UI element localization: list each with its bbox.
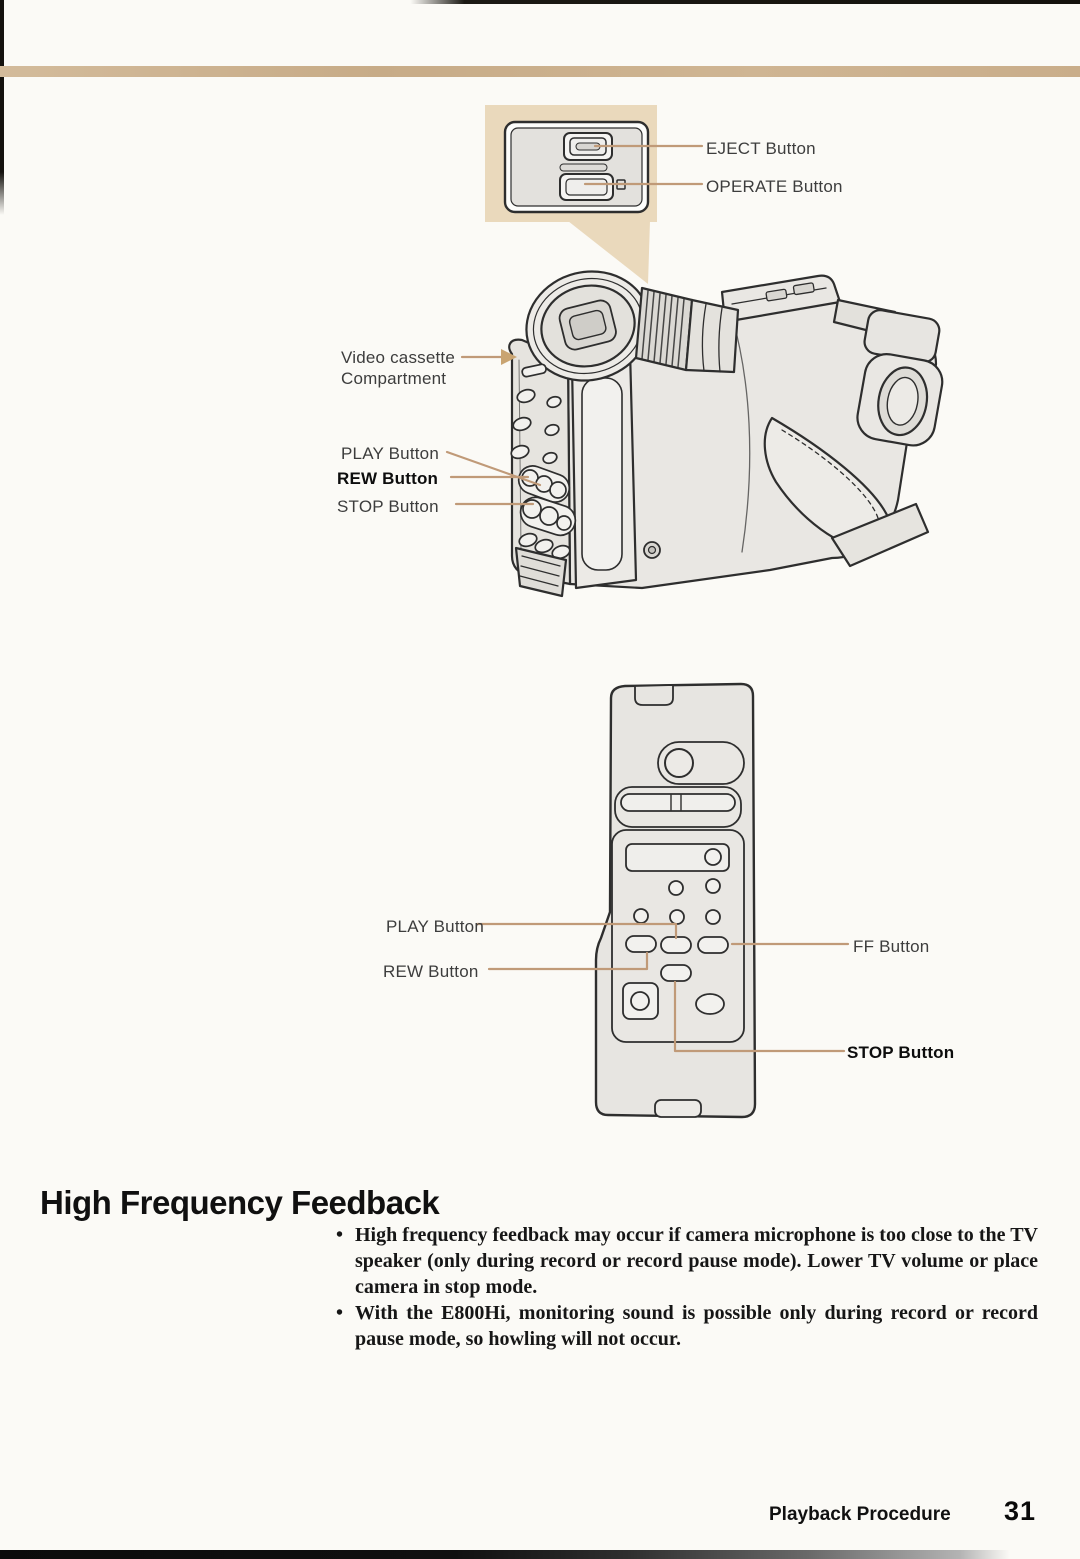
bottom-edge-scan-strip	[0, 1550, 1010, 1559]
camcorder-stop-label: STOP Button	[337, 497, 439, 516]
eject-slot	[576, 143, 600, 150]
remote-play-button	[661, 937, 691, 953]
remote-pause-button	[696, 994, 724, 1014]
remote-top-notch	[635, 685, 673, 705]
tan-divider-band	[0, 66, 1080, 77]
panel-slot	[560, 164, 607, 171]
camcorder-illustration	[470, 250, 950, 610]
camcorder-play-label: PLAY Button	[341, 444, 439, 463]
section-heading: High Frequency Feedback	[40, 1184, 440, 1221]
bullet-item: • With the E800Hi, monitoring sound is possible only during record or record pause mode, so howling will not occur.	[336, 1300, 1038, 1352]
remote-ff-label: FF Button	[853, 937, 930, 956]
remote-record-button	[665, 749, 693, 777]
footer-section-title: Playback Procedure	[769, 1504, 951, 1525]
top-edge-scan-strip	[0, 0, 1080, 4]
remote-play-label: PLAY Button	[386, 917, 484, 936]
remote-rew-button	[626, 936, 656, 952]
video-cassette-label: Video cassette Compartment	[341, 348, 456, 388]
camcorder-rew-label: REW Button	[337, 469, 439, 488]
bullet-item: • High frequency feedback may occur if camera microphone is too close to the TV speaker (only during record or record pause mode). Lower TV volume or place camera in stop mode.	[336, 1222, 1038, 1300]
left-edge-scan-strip	[0, 0, 4, 215]
remote-slide-switch	[621, 794, 735, 811]
bullet-list	[336, 1222, 1038, 1352]
remote-rew-label: REW Button	[383, 962, 479, 981]
remote-bottom-tab	[655, 1100, 701, 1117]
remote-ff-button	[698, 937, 728, 953]
remote-stop-label: STOP Button	[847, 1043, 955, 1062]
footer-page-number: 31	[1004, 1496, 1037, 1526]
operate-button-label: OPERATE Button	[706, 177, 843, 196]
eject-button-label: EJECT Button	[706, 139, 816, 158]
remote-stop-button	[661, 965, 691, 981]
remote-illustration	[555, 660, 785, 1130]
